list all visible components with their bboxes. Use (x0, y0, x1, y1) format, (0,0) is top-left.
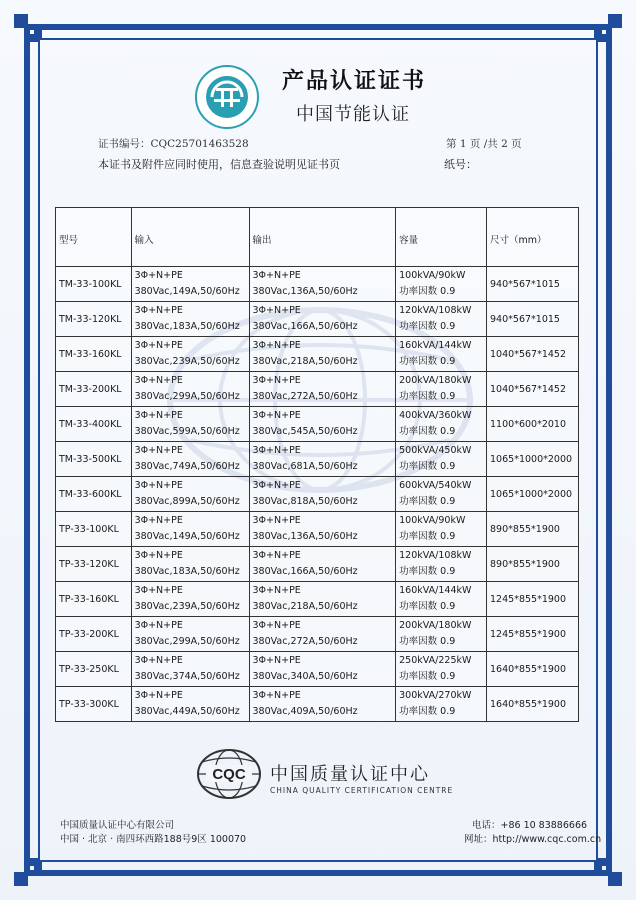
cell-input-line: 380Vac,183A,50/60Hz (134, 566, 240, 577)
cell-size: 1640*855*1900 (487, 687, 579, 722)
corner-ornament (14, 14, 28, 28)
cell-capacity-line: 500kVA/450kW (399, 445, 472, 456)
table-row (56, 267, 579, 302)
org-address: 中国 · 北京 · 南四环西路188号9区 100070 (60, 834, 247, 845)
cell-capacity-line: 160kVA/144kW (399, 585, 472, 596)
cell-input (131, 442, 249, 477)
cqc-name-en: CHINA QUALITY CERTIFICATION CENTRE (270, 786, 454, 795)
table-header-row (56, 208, 579, 267)
cell-input (131, 302, 249, 337)
cell-model: TM-33-500KL (56, 442, 132, 477)
cell-output-line: 3Φ+N+PE (252, 410, 301, 421)
cell-input-line: 380Vac,749A,50/60Hz (134, 461, 240, 472)
cell-capacity-line: 功率因数 0.9 (399, 356, 456, 367)
table-row (56, 477, 579, 512)
cell-size: 1245*855*1900 (487, 582, 579, 617)
cell-input (131, 267, 249, 302)
column-header-input: 输入 (131, 208, 249, 267)
cell-model: TM-33-200KL (56, 372, 132, 407)
cell-output-line: 3Φ+N+PE (252, 515, 301, 526)
cell-capacity-line: 功率因数 0.9 (399, 496, 456, 507)
corner-ornament (594, 862, 602, 870)
cell-capacity-line: 200kVA/180kW (399, 375, 472, 386)
cell-capacity (396, 547, 487, 582)
cell-input (131, 582, 249, 617)
paper-number-label: 纸号： (444, 158, 477, 171)
cell-input (131, 512, 249, 547)
cell-capacity (396, 652, 487, 687)
cell-output-line: 380Vac,218A,50/60Hz (252, 601, 358, 612)
cell-output-line: 3Φ+N+PE (252, 690, 301, 701)
cell-output (249, 442, 396, 477)
corner-ornament (34, 30, 42, 38)
cell-capacity-line: 100kVA/90kW (399, 270, 466, 281)
cell-input-line: 380Vac,374A,50/60Hz (134, 671, 240, 682)
table-row (56, 372, 579, 407)
column-header-capacity: 容量 (396, 208, 487, 267)
cell-output-line: 380Vac,818A,50/60Hz (252, 496, 358, 507)
cell-output (249, 407, 396, 442)
cell-model: TP-33-160KL (56, 582, 132, 617)
page-subtitle: 中国节能认证 (296, 104, 410, 125)
cell-capacity-line: 功率因数 0.9 (399, 426, 456, 437)
cell-model: TP-33-250KL (56, 652, 132, 687)
cell-output-line: 3Φ+N+PE (252, 550, 301, 561)
cell-capacity-line: 200kVA/180kW (399, 620, 472, 631)
cell-output-line: 3Φ+N+PE (252, 620, 301, 631)
cell-input-line: 3Φ+N+PE (134, 515, 183, 526)
cell-input-line: 3Φ+N+PE (134, 410, 183, 421)
cell-capacity (396, 687, 487, 722)
cell-size: 1100*600*2010 (487, 407, 579, 442)
table-row (56, 687, 579, 722)
cell-capacity-line: 600kVA/540kW (399, 480, 472, 491)
cell-output (249, 337, 396, 372)
cell-capacity-line: 400kVA/360kW (399, 410, 472, 421)
cell-input-line: 3Φ+N+PE (134, 550, 183, 561)
cell-model: TM-33-600KL (56, 477, 132, 512)
cell-output-line: 3Φ+N+PE (252, 655, 301, 666)
column-header-size: 尺寸（mm） (487, 208, 579, 267)
cell-output-line: 380Vac,136A,50/60Hz (252, 531, 358, 542)
cell-size: 1640*855*1900 (487, 652, 579, 687)
cell-size: 1065*1000*2000 (487, 442, 579, 477)
column-header-output: 输出 (249, 208, 396, 267)
cell-model: TM-33-400KL (56, 407, 132, 442)
corner-ornament (608, 14, 622, 28)
cell-output-line: 3Φ+N+PE (252, 585, 301, 596)
cell-output-line: 3Φ+N+PE (252, 375, 301, 386)
cell-capacity-line: 功率因数 0.9 (399, 706, 456, 717)
cqc-logo-icon (196, 748, 262, 800)
cell-capacity-line: 功率因数 0.9 (399, 391, 456, 402)
corner-ornament (34, 862, 42, 870)
cell-input-line: 380Vac,149A,50/60Hz (134, 531, 240, 542)
org-website: 网址：http://www.cqc.com.cn (464, 834, 602, 845)
cell-input-line: 3Φ+N+PE (134, 585, 183, 596)
corner-ornament (608, 872, 622, 886)
cell-output-line: 380Vac,272A,50/60Hz (252, 391, 358, 402)
cell-capacity (396, 302, 487, 337)
cell-capacity (396, 372, 487, 407)
cell-input (131, 617, 249, 652)
cell-output-line: 3Φ+N+PE (252, 340, 301, 351)
cell-capacity-line: 250kVA/225kW (399, 655, 472, 666)
cell-input-line: 380Vac,899A,50/60Hz (134, 496, 240, 507)
cell-input-line: 3Φ+N+PE (134, 620, 183, 631)
cell-input-line: 380Vac,599A,50/60Hz (134, 426, 240, 437)
cell-capacity-line: 功率因数 0.9 (399, 601, 456, 612)
cell-capacity (396, 407, 487, 442)
cell-input-line: 380Vac,239A,50/60Hz (134, 356, 240, 367)
cell-model: TP-33-100KL (56, 512, 132, 547)
cell-output-line: 3Φ+N+PE (252, 305, 301, 316)
cell-model: TM-33-160KL (56, 337, 132, 372)
table-row (56, 652, 579, 687)
corner-ornament (14, 872, 28, 886)
cell-capacity-line: 功率因数 0.9 (399, 286, 456, 297)
cell-input-line: 380Vac,149A,50/60Hz (134, 286, 240, 297)
cell-model: TM-33-100KL (56, 267, 132, 302)
cell-input (131, 372, 249, 407)
cell-capacity-line: 300kVA/270kW (399, 690, 472, 701)
cell-capacity-line: 160kVA/144kW (399, 340, 472, 351)
cell-output-line: 3Φ+N+PE (252, 480, 301, 491)
cell-output (249, 302, 396, 337)
cell-capacity (396, 442, 487, 477)
cell-output (249, 652, 396, 687)
energy-conservation-logo-icon (194, 64, 260, 130)
cell-capacity (396, 512, 487, 547)
cell-model: TP-33-120KL (56, 547, 132, 582)
cqc-name-cn: 中国质量认证中心 (270, 764, 430, 785)
cell-capacity-line: 功率因数 0.9 (399, 461, 456, 472)
cell-output-line: 3Φ+N+PE (252, 445, 301, 456)
cell-input (131, 687, 249, 722)
product-spec-table (55, 207, 579, 722)
table-row (56, 337, 579, 372)
table-row (56, 582, 579, 617)
cell-output (249, 617, 396, 652)
cqc-logo-text: CQC (212, 766, 246, 783)
cell-capacity-line: 功率因数 0.9 (399, 531, 456, 542)
cell-capacity (396, 337, 487, 372)
cell-size: 940*567*1015 (487, 267, 579, 302)
cell-capacity (396, 617, 487, 652)
table-row (56, 442, 579, 477)
cell-size: 1040*567*1452 (487, 337, 579, 372)
page-number: 第 1 页 /共 2 页 (446, 138, 522, 150)
cell-capacity-line: 功率因数 0.9 (399, 321, 456, 332)
org-phone: 电话：+86 10 83886666 (472, 820, 588, 831)
org-name: 中国质量认证中心有限公司 (60, 820, 175, 831)
cell-output-line: 380Vac,681A,50/60Hz (252, 461, 358, 472)
page-title: 产品认证证书 (282, 69, 427, 94)
cell-capacity-line: 100kVA/90kW (399, 515, 466, 526)
column-header-model: 型号 (56, 208, 132, 267)
cell-input-line: 3Φ+N+PE (134, 375, 183, 386)
cell-model: TP-33-300KL (56, 687, 132, 722)
table-row (56, 512, 579, 547)
cell-capacity-line: 功率因数 0.9 (399, 636, 456, 647)
cell-input-line: 3Φ+N+PE (134, 305, 183, 316)
table-row (56, 617, 579, 652)
cell-output-line: 380Vac,340A,50/60Hz (252, 671, 358, 682)
cell-output (249, 477, 396, 512)
cell-input-line: 380Vac,449A,50/60Hz (134, 706, 240, 717)
cell-output-line: 380Vac,166A,50/60Hz (252, 321, 358, 332)
table-row (56, 547, 579, 582)
cell-size: 890*855*1900 (487, 547, 579, 582)
cell-input-line: 3Φ+N+PE (134, 655, 183, 666)
cell-input-line: 3Φ+N+PE (134, 270, 183, 281)
cell-input-line: 3Φ+N+PE (134, 445, 183, 456)
cell-size: 940*567*1015 (487, 302, 579, 337)
cell-input-line: 380Vac,299A,50/60Hz (134, 636, 240, 647)
cell-capacity-line: 功率因数 0.9 (399, 566, 456, 577)
cell-capacity (396, 267, 487, 302)
cell-output-line: 380Vac,136A,50/60Hz (252, 286, 358, 297)
corner-ornament (594, 30, 602, 38)
cell-output-line: 380Vac,166A,50/60Hz (252, 566, 358, 577)
cell-input-line: 380Vac,239A,50/60Hz (134, 601, 240, 612)
cell-output-line: 380Vac,409A,50/60Hz (252, 706, 358, 717)
cell-output (249, 512, 396, 547)
cell-output (249, 582, 396, 617)
cell-model: TM-33-120KL (56, 302, 132, 337)
cell-capacity (396, 582, 487, 617)
table-row (56, 302, 579, 337)
cell-input (131, 337, 249, 372)
cell-output-line: 380Vac,545A,50/60Hz (252, 426, 358, 437)
cell-output-line: 380Vac,218A,50/60Hz (252, 356, 358, 367)
cell-output (249, 372, 396, 407)
cell-input-line: 3Φ+N+PE (134, 480, 183, 491)
cell-output (249, 547, 396, 582)
cell-size: 1065*1000*2000 (487, 477, 579, 512)
cell-input (131, 407, 249, 442)
cell-capacity-line: 120kVA/108kW (399, 550, 472, 561)
cell-capacity-line: 功率因数 0.9 (399, 671, 456, 682)
cell-input-line: 3Φ+N+PE (134, 690, 183, 701)
certificate-number: 证书编号：CQC25701463528 (98, 138, 249, 150)
cell-output (249, 687, 396, 722)
cell-output-line: 3Φ+N+PE (252, 270, 301, 281)
cell-input (131, 652, 249, 687)
cell-output (249, 267, 396, 302)
cell-capacity (396, 477, 487, 512)
cell-size: 890*855*1900 (487, 512, 579, 547)
cell-model: TP-33-200KL (56, 617, 132, 652)
cell-input-line: 3Φ+N+PE (134, 340, 183, 351)
cell-capacity-line: 120kVA/108kW (399, 305, 472, 316)
table-row (56, 407, 579, 442)
cell-size: 1040*567*1452 (487, 372, 579, 407)
cell-output-line: 380Vac,272A,50/60Hz (252, 636, 358, 647)
cell-input-line: 380Vac,299A,50/60Hz (134, 391, 240, 402)
usage-notice: 本证书及附件应同时使用，信息查验说明见证书页 (98, 158, 340, 171)
cell-input-line: 380Vac,183A,50/60Hz (134, 321, 240, 332)
cell-input (131, 477, 249, 512)
cell-input (131, 547, 249, 582)
cell-size: 1245*855*1900 (487, 617, 579, 652)
